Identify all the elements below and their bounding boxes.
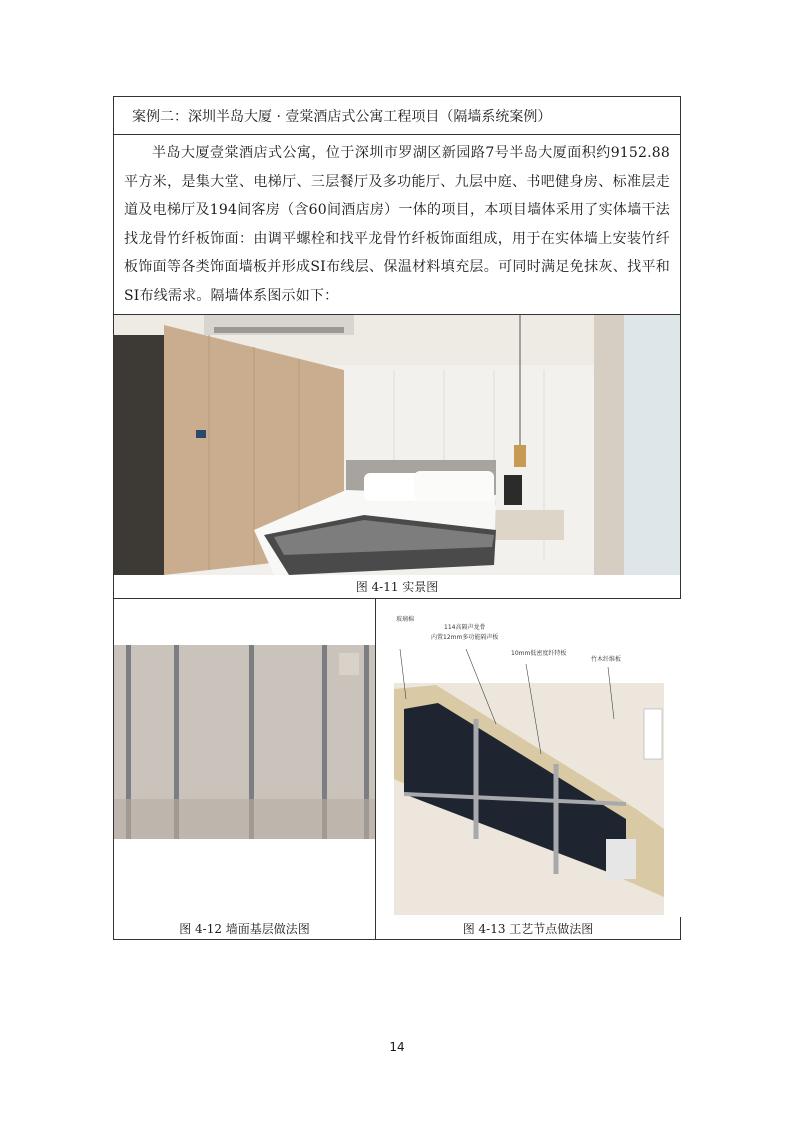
figure-caption-row [114, 917, 680, 939]
wall-base-image [114, 599, 375, 917]
case-title: 案例二：深圳半岛大厦 · 壹棠酒店式公寓工程项目（隔墙系统案例） [114, 97, 680, 135]
page-number: 14 [389, 1040, 405, 1054]
label-stud-line1: 114高隔声龙骨 [444, 624, 486, 631]
room-scene-image [114, 315, 680, 575]
case-description: 半岛大厦壹棠酒店式公寓，位于深圳市罗湖区新园路7号半岛大厦面积约9152.88平方米，是集大堂、电梯厅、三层餐厅及多功能厅、九层中庭、书吧健身房、标准层走道及电梯厅及194间客房（含60间酒店房）一体的项目，本项目墙体采用了实体墙干法找龙骨竹纤板饰面：由调平螺栓和找平龙骨竹纤板饰面组成，用于在实体墙上安装竹纤板饰面等各类饰面墙板并形成SI布线层、保温材料填充层。可同时满足免抹灰、找平和SI布线需求。隔墙体系图示如下： [114, 135, 680, 315]
figure-4-13-caption: 图 4-13 工艺节点做法图 [462, 921, 594, 936]
label-10mm-board: 10mm低密度纤特板 [511, 650, 567, 657]
label-glass-wool: 玻璃棉 [396, 616, 415, 623]
hotel-room-photo [114, 315, 680, 575]
label-bamboo-board: 竹木纤维板 [591, 656, 622, 663]
content-table [113, 96, 681, 940]
node-detail-photo [376, 599, 681, 916]
figure-4-11-caption: 图 4-11 实景图 [114, 575, 680, 599]
label-stud-line2: 内置12mm多功能隔声板 [431, 634, 499, 641]
node-detail-image [376, 599, 681, 917]
wall-base-photo [114, 599, 376, 916]
construction-photos [114, 599, 680, 917]
figure-4-12-caption: 图 4-12 墙面基层做法图 [114, 917, 376, 939]
